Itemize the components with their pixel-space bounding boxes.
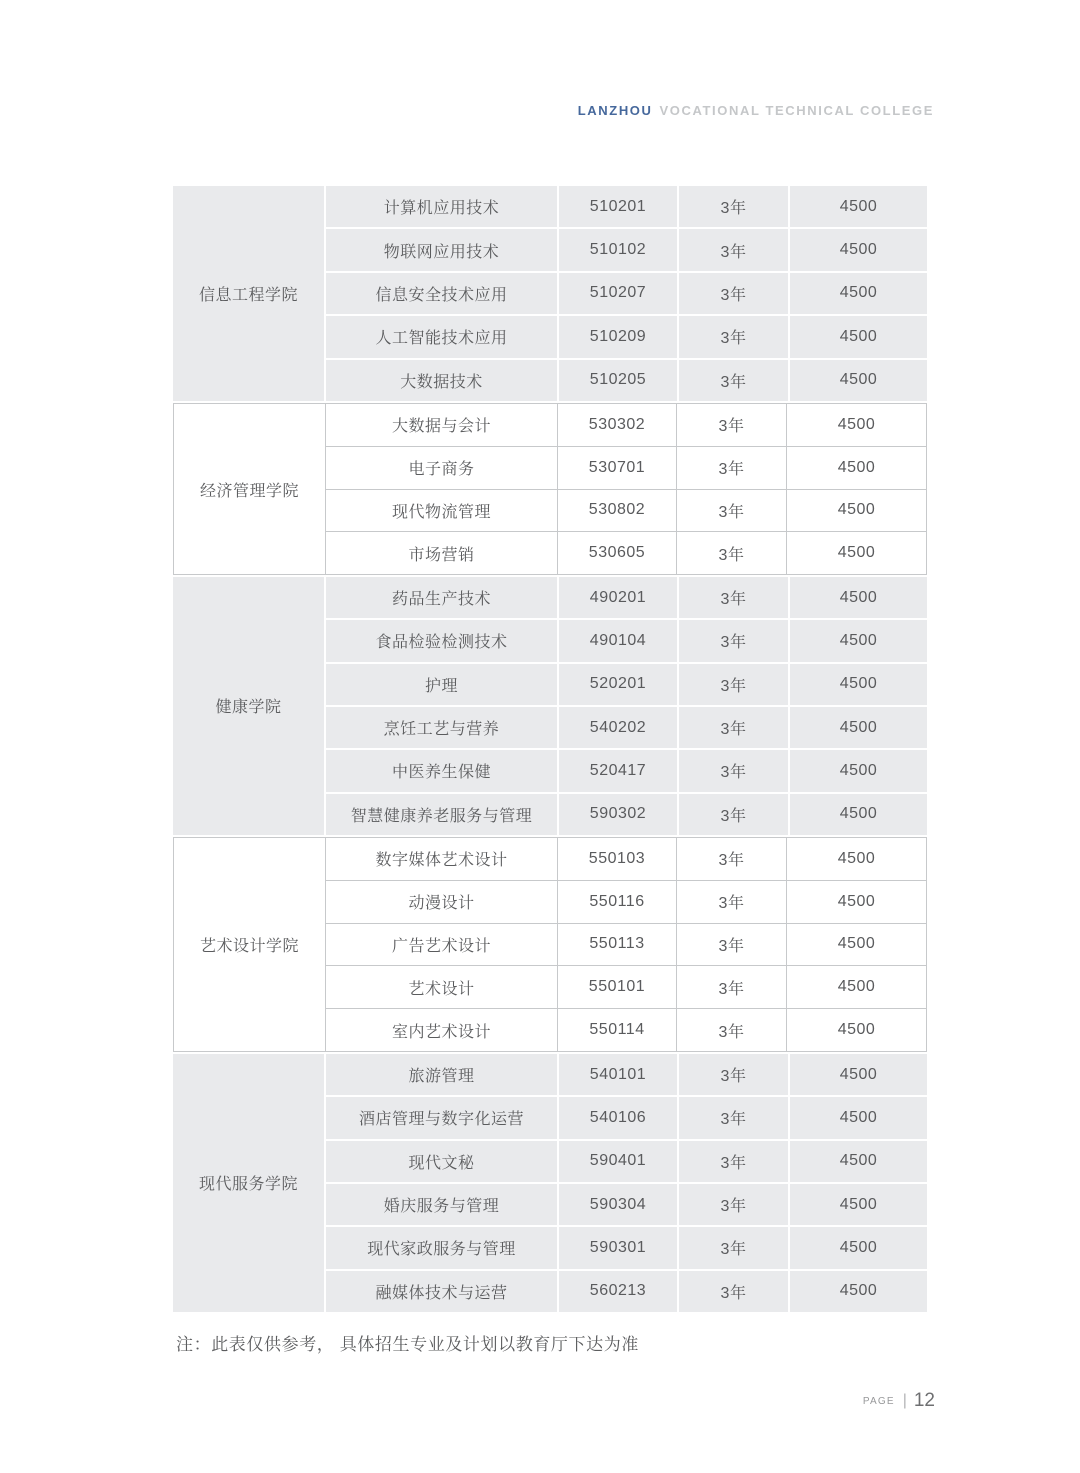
duration-cell: 3年 [677,1009,786,1051]
code-cell: 530605 [558,532,676,574]
code-cell: 510205 [559,360,677,401]
major-cell: 大数据技术 [326,360,557,401]
duration-cell: 3年 [677,447,786,489]
tuition-cell: 4500 [790,1271,927,1312]
duration-cell: 3年 [679,620,788,661]
major-cell: 室内艺术设计 [326,1009,557,1051]
page-separator: | [902,1392,907,1409]
duration-cell: 3年 [679,707,788,748]
major-cell: 电子商务 [326,447,557,489]
tuition-cell: 4500 [787,881,926,923]
code-cell: 530302 [558,404,676,446]
code-cell: 510201 [559,186,677,227]
major-cell: 智慧健康养老服务与管理 [326,794,557,835]
major-cell: 现代家政服务与管理 [326,1227,557,1268]
tuition-cell: 4500 [790,664,927,705]
duration-cell: 3年 [679,1227,788,1268]
page-label: PAGE [862,1395,895,1407]
duration-cell: 3年 [679,1054,788,1095]
tuition-cell: 4500 [787,404,926,446]
code-cell: 550101 [558,966,676,1008]
major-cell: 现代物流管理 [326,490,557,532]
duration-cell: 3年 [679,316,788,357]
code-cell: 590301 [559,1227,677,1268]
code-cell: 550116 [558,881,676,923]
code-cell: 560213 [559,1271,677,1312]
duration-cell: 3年 [677,532,786,574]
duration-cell: 3年 [679,794,788,835]
code-cell: 540106 [559,1097,677,1138]
tuition-cell: 4500 [790,360,927,401]
majors-table [173,186,927,1312]
duration-cell: 3年 [679,750,788,791]
college-name-cell: 信息工程学院 [173,186,324,401]
duration-cell: 3年 [679,186,788,227]
major-cell: 动漫设计 [326,881,557,923]
code-cell: 490201 [559,577,677,618]
duration-cell: 3年 [679,664,788,705]
tuition-cell: 4500 [790,577,927,618]
duration-cell: 3年 [679,229,788,270]
duration-cell: 3年 [679,273,788,314]
code-cell: 510102 [559,229,677,270]
major-cell: 护理 [326,664,557,705]
code-cell: 530701 [558,447,676,489]
tuition-cell: 4500 [790,1097,927,1138]
code-cell: 490104 [559,620,677,661]
tuition-cell: 4500 [790,316,927,357]
major-cell: 中医养生保健 [326,750,557,791]
code-cell: 590304 [559,1184,677,1225]
major-cell: 计算机应用技术 [326,186,557,227]
tuition-cell: 4500 [790,186,927,227]
tuition-cell: 4500 [790,229,927,270]
college-name-cell: 现代服务学院 [173,1054,324,1312]
major-cell: 信息安全技术应用 [326,273,557,314]
major-cell: 数字媒体艺术设计 [326,838,557,880]
code-cell: 540101 [559,1054,677,1095]
code-cell: 530802 [558,490,676,532]
duration-cell: 3年 [677,490,786,532]
duration-cell: 3年 [679,1141,788,1182]
major-cell: 融媒体技术与运营 [326,1271,557,1312]
major-cell: 大数据与会计 [326,404,557,446]
tuition-cell: 4500 [787,447,926,489]
duration-cell: 3年 [677,924,786,966]
tuition-cell: 4500 [787,490,926,532]
college-section [173,186,927,401]
duration-cell: 3年 [679,1271,788,1312]
code-cell: 520417 [559,750,677,791]
tuition-cell: 4500 [790,273,927,314]
college-section [173,403,927,575]
tuition-cell: 4500 [790,1227,927,1268]
major-cell: 烹饪工艺与营养 [326,707,557,748]
code-cell: 510209 [559,316,677,357]
code-cell: 590302 [559,794,677,835]
college-section [173,837,927,1052]
college-name-cell: 艺术设计学院 [174,838,325,1051]
duration-cell: 3年 [677,404,786,446]
tuition-cell: 4500 [787,838,926,880]
code-cell: 550113 [558,924,676,966]
major-cell: 酒店管理与数字化运营 [326,1097,557,1138]
college-section [173,577,927,835]
college-section [173,1054,927,1312]
tuition-cell: 4500 [790,794,927,835]
tuition-cell: 4500 [790,1141,927,1182]
major-cell: 旅游管理 [326,1054,557,1095]
table-note: 注：此表仅供参考， 具体招生专业及计划以教育厅下达为准 [176,1335,639,1354]
duration-cell: 3年 [677,881,786,923]
duration-cell: 3年 [679,1184,788,1225]
tuition-cell: 4500 [790,1054,927,1095]
page-footer [863,1390,935,1412]
duration-cell: 3年 [677,966,786,1008]
code-cell: 550114 [558,1009,676,1051]
tuition-cell: 4500 [790,707,927,748]
major-cell: 艺术设计 [326,966,557,1008]
major-cell: 婚庆服务与管理 [326,1184,557,1225]
duration-cell: 3年 [679,1097,788,1138]
tuition-cell: 4500 [790,620,927,661]
major-cell: 物联网应用技术 [326,229,557,270]
brand-secondary-text: VOCATIONAL TECHNICAL COLLEGE [659,103,934,118]
major-cell: 市场营销 [326,532,557,574]
brand-primary-text: LANZHOU [577,103,653,118]
tuition-cell: 4500 [787,924,926,966]
code-cell: 550103 [558,838,676,880]
major-cell: 食品检验检测技术 [326,620,557,661]
duration-cell: 3年 [677,838,786,880]
major-cell: 人工智能技术应用 [326,316,557,357]
major-cell: 广告艺术设计 [326,924,557,966]
duration-cell: 3年 [679,577,788,618]
major-cell: 药品生产技术 [326,577,557,618]
page-number: 12 [913,1390,935,1411]
major-cell: 现代文秘 [326,1141,557,1182]
tuition-cell: 4500 [790,1184,927,1225]
college-name-cell: 健康学院 [173,577,324,835]
tuition-cell: 4500 [787,532,926,574]
tuition-cell: 4500 [790,750,927,791]
code-cell: 590401 [559,1141,677,1182]
duration-cell: 3年 [679,360,788,401]
tuition-cell: 4500 [787,966,926,1008]
code-cell: 520201 [559,664,677,705]
college-brand [578,103,934,118]
code-cell: 540202 [559,707,677,748]
code-cell: 510207 [559,273,677,314]
college-name-cell: 经济管理学院 [174,404,325,574]
tuition-cell: 4500 [787,1009,926,1051]
